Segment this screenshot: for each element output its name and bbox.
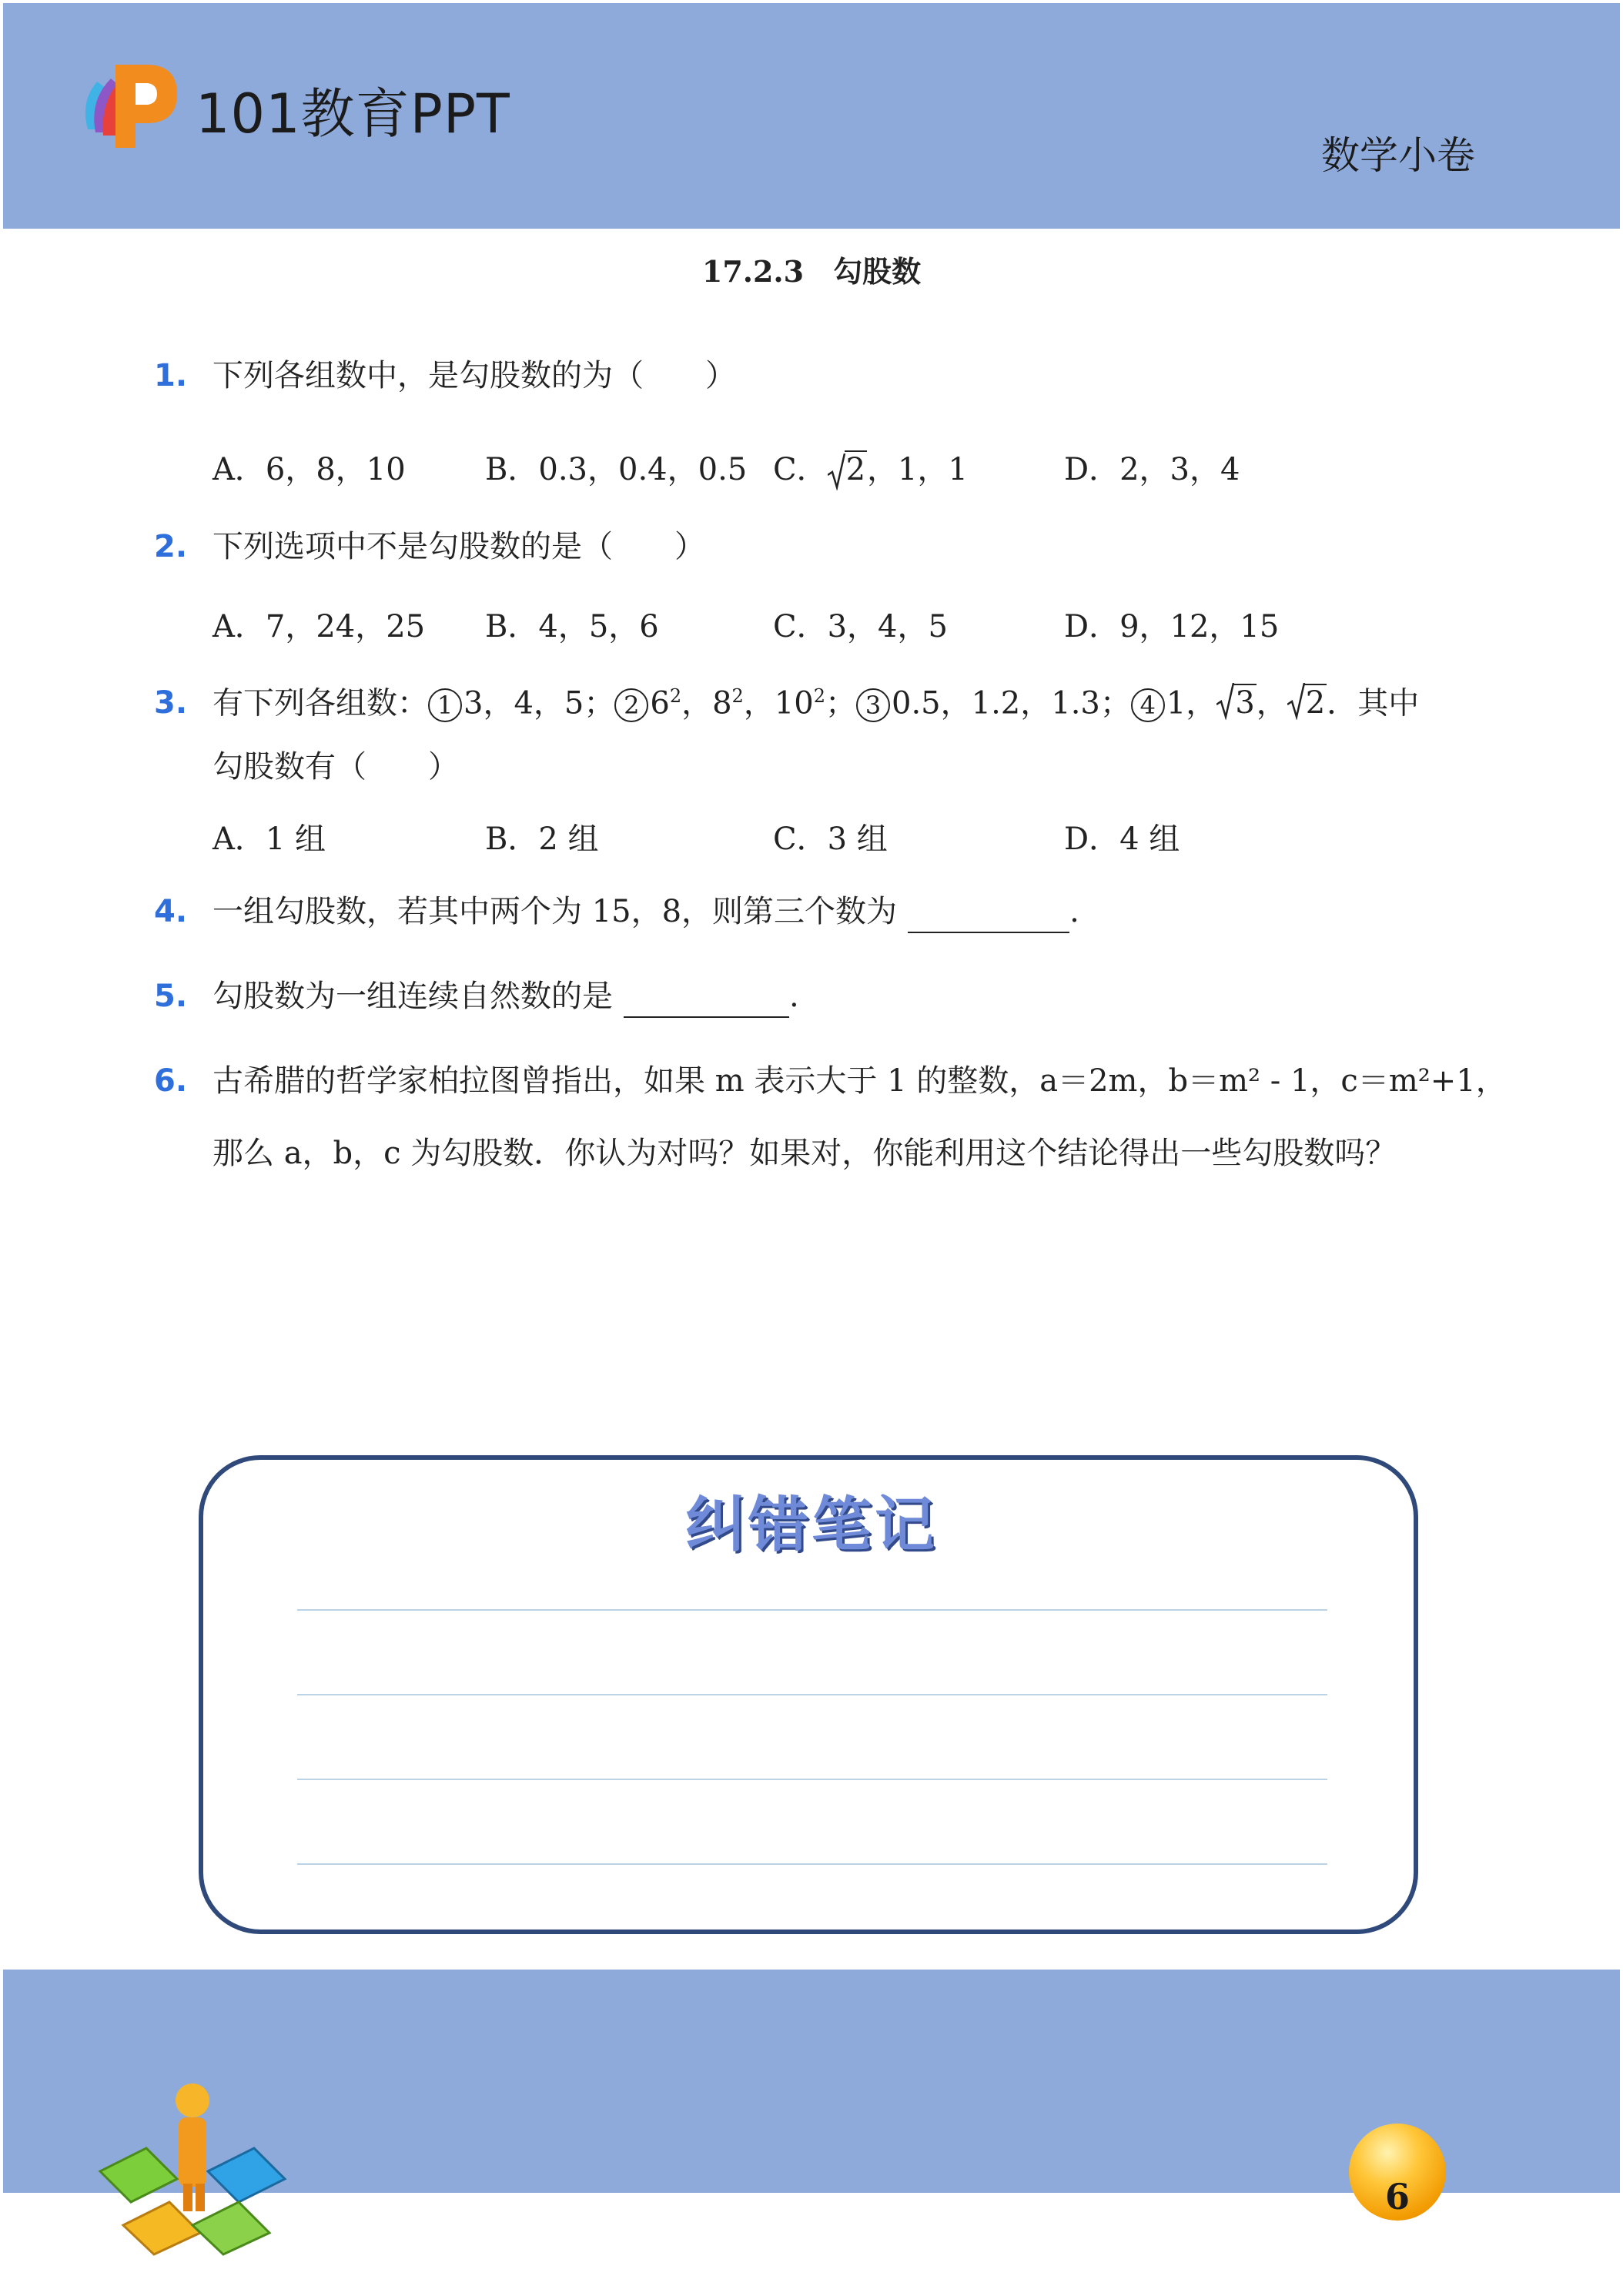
q2-option-d: D．9，12，15 [1064,609,1280,644]
q1-option-c: C． 2，1，1 [773,452,968,487]
question-text: 勾股数为一组连续自然数的是 [212,979,613,1014]
question-text: 古希腊的哲学家柏拉图曾指出，如果 m 表示大于 1 的整数，a＝2m，b＝m² - 1，c＝m²+1， [212,1063,1507,1099]
question-1 [154,354,736,397]
question-6 [154,1059,1507,1103]
subject-label: 数学小卷 [1321,133,1475,178]
q2-option-c: C．3，4，5 [773,609,948,644]
question-text: 一组勾股数，若其中两个为 15，8，则第三个数为 [212,894,898,929]
question-5: 5. 勾股数为一组连续自然数的是 . [154,975,799,1018]
question-number: 4. [154,894,188,929]
q1-option-a: A．6，8，10 [212,452,406,487]
q1-option-b: B．0.3，0.4，0.5 [485,452,748,487]
logo-icon [74,55,182,156]
note-line[interactable] [297,1779,1327,1780]
question-3-line-2: 勾股数有（ ） [212,749,459,785]
question-6-line-2: 那么 a，b，c 为勾股数．你认为对吗？如果对，你能利用这个结论得出一些勾股数吗？ [212,1136,1397,1171]
circled-number-3: 3 [856,688,890,722]
question-number: 6. [154,1063,188,1099]
q1-option-d: D．2，3，4 [1064,452,1240,487]
circled-number-1: 1 [428,688,462,722]
sqrt-symbol: 3 [1216,681,1256,725]
answer-blank[interactable] [908,901,1069,933]
question-2 [154,525,705,568]
question-4: 4. 一组勾股数，若其中两个为 15，8，则第三个数为 . [154,890,1079,933]
sqrt-symbol: 2 [1287,681,1327,725]
answer-blank[interactable] [624,986,789,1018]
option-label: C． [773,452,828,487]
question-number: 3. [154,685,188,721]
question-number: 5. [154,979,188,1014]
question-number: 2. [154,529,188,564]
note-line[interactable] [297,1609,1327,1611]
question-text: 下列选项中不是勾股数的是（ ） [212,529,705,564]
sqrt-symbol: 2 [828,452,867,487]
mascot-icon [92,2079,293,2256]
note-line[interactable] [297,1863,1327,1865]
notes-title: 纠错笔记 [684,1491,938,1560]
note-line[interactable] [297,1694,1327,1695]
question-text: 下列各组数中，是勾股数的为（ ） [212,358,736,393]
q3-option-a: A．1 组 [212,822,326,857]
brand-name: 101教育PPT [196,82,510,146]
q3-option-d: D．4 组 [1064,822,1180,857]
q3-option-b: B．2 组 [485,822,599,857]
question-3: 3. 有下列各组数： 1 3，4，5； 2 $6^2$，$8^2$，$10^2$； 3 0.5，1.2，1.3； 4 1， 3， 2．其中 [154,674,1419,725]
page-title: 17.2.3 勾股数 [701,254,922,289]
q2-option-b: B．4，5，6 [485,609,659,644]
circled-number-4: 4 [1131,688,1165,722]
q3-option-c: C．3 组 [773,822,888,857]
q2-option-a: A．7，24，25 [212,609,426,644]
question-number: 1. [154,358,188,393]
page-number: 6 [1384,2176,1410,2217]
circled-number-2: 2 [614,688,648,722]
